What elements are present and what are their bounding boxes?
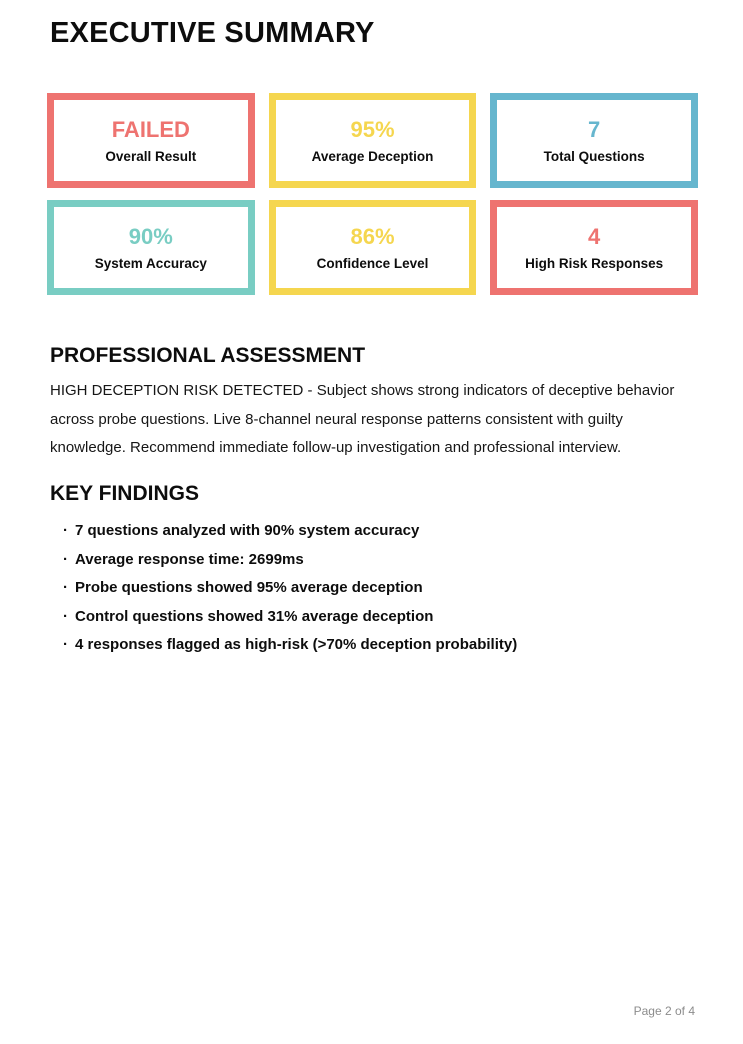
finding-item <box>63 523 683 538</box>
stat-card <box>490 93 698 188</box>
assessment-body: HIGH DECEPTION RISK DETECTED - Subject shows strong indicators of deceptive behavior across probe questions. Live 8-channel neural response patterns consistent with guilty knowledge. Recommend immediate follow-up investigation and professional interview. <box>50 382 675 456</box>
stat-value: FAILED <box>111 116 190 142</box>
stat-card <box>269 200 477 295</box>
bullet-dot-icon: · <box>63 522 68 539</box>
stat-value: 7 <box>588 116 601 142</box>
stat-value: 95% <box>350 116 395 142</box>
stat-card <box>490 200 698 295</box>
stat-label: System Accuracy <box>94 255 207 271</box>
finding-text: Probe questions showed 95% average deception <box>75 579 423 596</box>
stat-label: Overall Result <box>105 148 197 164</box>
stat-label: High Risk Responses <box>525 255 664 271</box>
finding-text: 4 responses flagged as high-risk (>70% deception probability) <box>75 636 518 653</box>
findings-heading: KEY FINDINGS <box>50 482 199 505</box>
stat-label: Average Deception <box>311 148 434 164</box>
bullet-dot-icon: · <box>63 607 68 625</box>
finding-text: Control questions showed 31% average deception <box>75 607 434 625</box>
finding-text: Average response time: 2699ms <box>75 550 304 568</box>
stat-card <box>47 93 255 188</box>
bullet-dot-icon: · <box>63 636 68 653</box>
finding-item <box>63 580 683 595</box>
stat-card <box>269 93 477 188</box>
page-number: Page 2 of 4 <box>633 1004 695 1018</box>
stat-value: 90% <box>128 223 173 249</box>
stat-label: Confidence Level <box>316 255 429 271</box>
stat-value: 86% <box>350 223 395 249</box>
bullet-dot-icon: · <box>63 579 68 596</box>
finding-item <box>63 637 683 652</box>
page-title: EXECUTIVE SUMMARY <box>50 17 375 49</box>
finding-text: 7 questions analyzed with 90% system accuracy <box>75 522 420 539</box>
assessment-heading: PROFESSIONAL ASSESSMENT <box>50 344 366 367</box>
findings-list <box>63 523 683 666</box>
bullet-dot-icon: · <box>63 550 68 568</box>
finding-item <box>63 552 683 567</box>
finding-item <box>63 609 683 624</box>
stat-card <box>47 200 255 295</box>
stat-value: 4 <box>588 223 601 249</box>
stat-label: Total Questions <box>543 148 645 164</box>
stats-grid <box>47 93 698 295</box>
